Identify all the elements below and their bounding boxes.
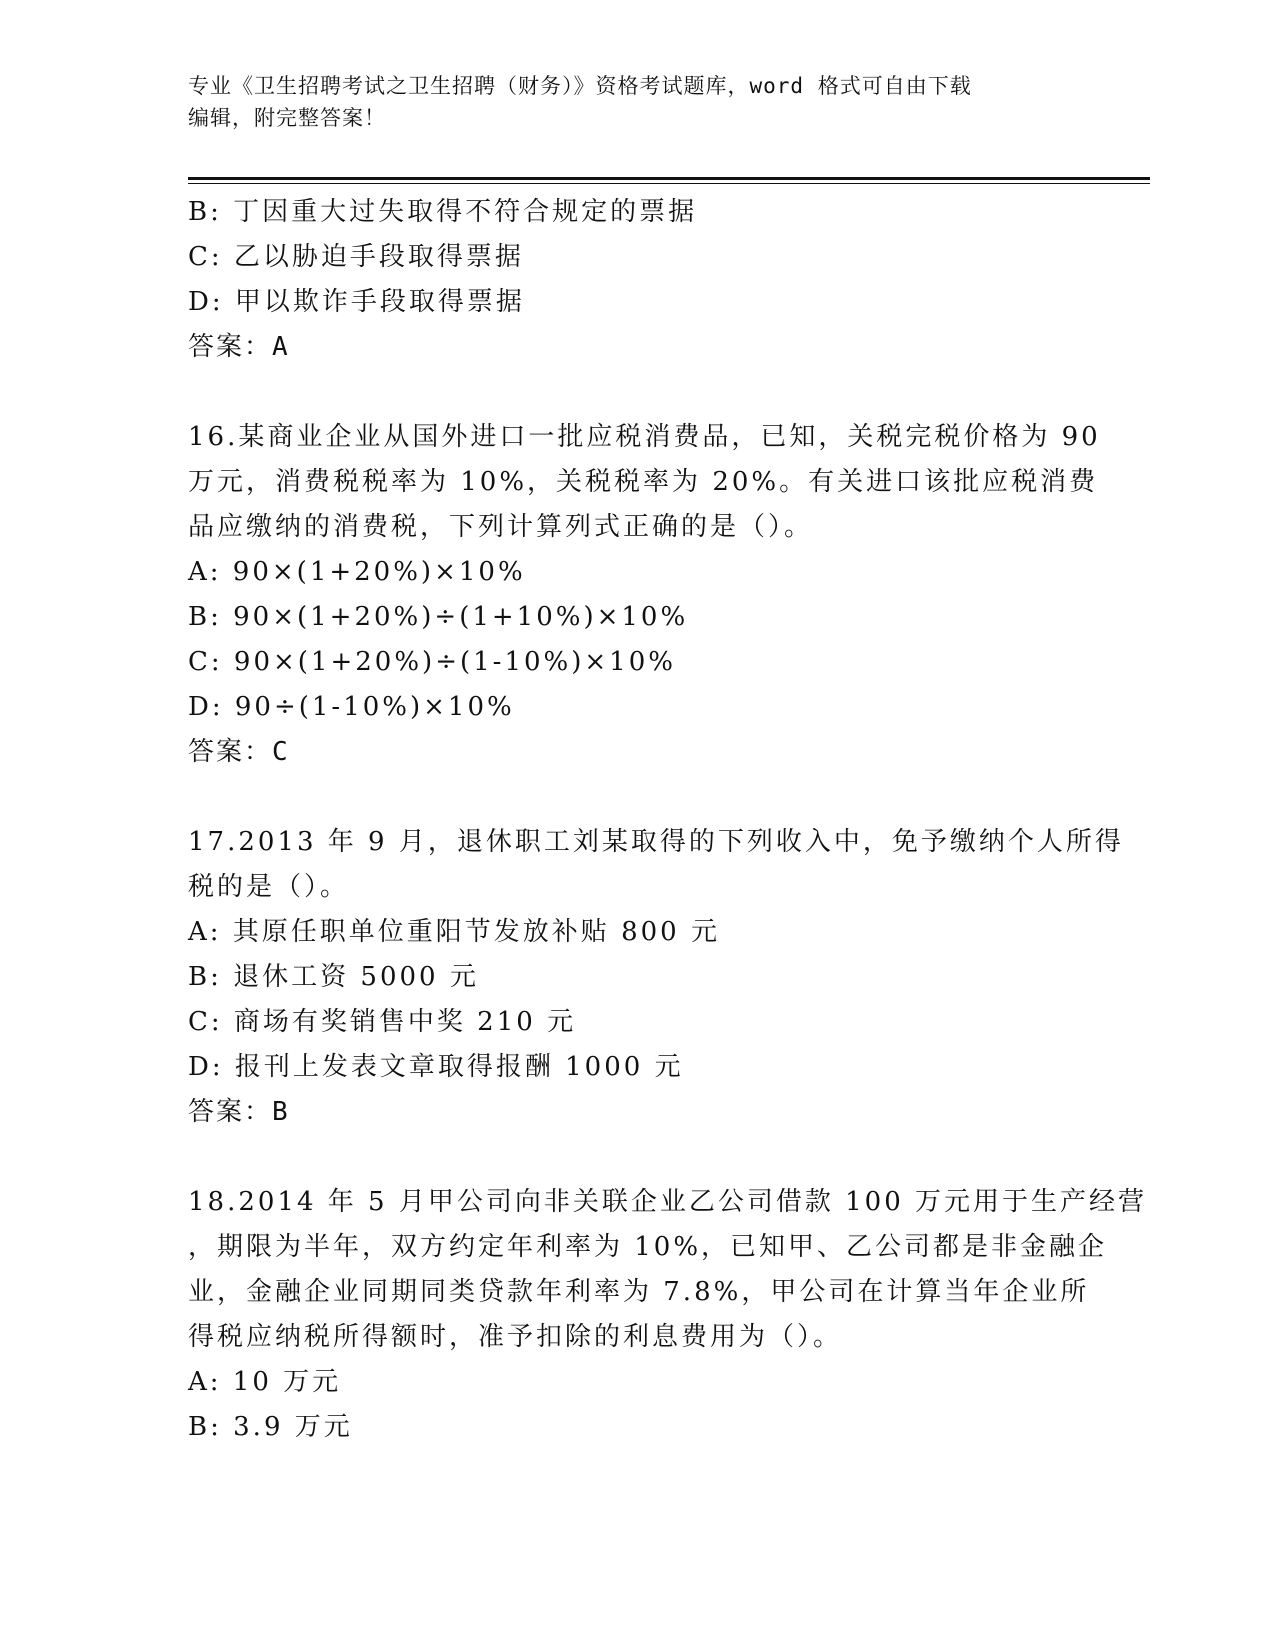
answer-line: 答案：C	[188, 737, 290, 767]
option-a: A: 10 万元	[188, 1367, 342, 1397]
question-stem-line: 18.2014 年 5 月甲公司向非关联企业乙公司借款 100 万元用于生产经营	[188, 1187, 1148, 1217]
option-b: B: 丁因重大过失取得不符合规定的票据	[188, 197, 698, 227]
option-a: A: 90×(1+20%)×10%	[188, 557, 526, 587]
question-stem-line: 得税应纳税所得额时，准予扣除的利息费用为（）。	[188, 1322, 843, 1352]
document-body	[188, 190, 1148, 1450]
option-d: D: 90÷(1-10%)×10%	[188, 692, 515, 722]
header-divider-thin	[188, 183, 1150, 184]
question-stem-line: 16.某商业企业从国外进口一批应税消费品，已知，关税完税价格为 90	[188, 422, 1101, 452]
question-stem-line: 品应缴纳的消费税，下列计算列式正确的是（）。	[188, 512, 814, 542]
option-a: A: 其原任职单位重阳节发放补贴 800 元	[188, 917, 720, 947]
answer-line: 答案：A	[188, 332, 290, 362]
option-d: D: 报刊上发表文章取得报酬 1000 元	[188, 1052, 684, 1082]
question-stem-line: 业，金融企业同期同类贷款年利率为 7.8%，甲公司在计算当年企业所	[188, 1277, 1090, 1307]
option-c: C: 乙以胁迫手段取得票据	[188, 242, 524, 272]
option-c: C: 商场有奖销售中奖 210 元	[188, 1007, 577, 1037]
question-stem-line: 17.2013 年 9 月，退休职工刘某取得的下列收入中，免予缴纳个人所得	[188, 827, 1124, 857]
question-stem-line: 万元，消费税税率为 10%，关税税率为 20%。有关进口该批应税消费	[188, 467, 1099, 497]
option-d: D: 甲以欺诈手段取得票据	[188, 287, 525, 317]
question-18	[188, 1180, 1148, 1450]
question-15-continued	[188, 190, 1088, 370]
answer-line: 答案：B	[188, 1097, 290, 1127]
option-c: C: 90×(1+20%)÷(1-10%)×10%	[188, 647, 676, 677]
question-17	[188, 820, 1124, 1135]
question-stem-line: 税的是（）。	[188, 872, 350, 902]
header-divider-thick	[188, 177, 1150, 180]
option-b: B: 3.9 万元	[188, 1412, 353, 1442]
header-line-2: 编辑，附完整答案！	[188, 106, 386, 130]
spacer	[188, 775, 1088, 820]
option-b: B: 90×(1+20%)÷(1+10%)×10%	[188, 602, 689, 632]
spacer	[188, 1135, 1088, 1180]
spacer	[188, 370, 1088, 415]
document-header	[188, 70, 1068, 134]
question-16	[188, 415, 1101, 775]
question-stem-line: ，期限为半年，双方约定年利率为 10%，已知甲、乙公司都是非金融企	[188, 1232, 1108, 1262]
option-b: B: 退休工资 5000 元	[188, 962, 479, 992]
header-line-1: 专业《卫生招聘考试之卫生招聘（财务）》资格考试题库，word 格式可自由下载	[188, 74, 972, 98]
